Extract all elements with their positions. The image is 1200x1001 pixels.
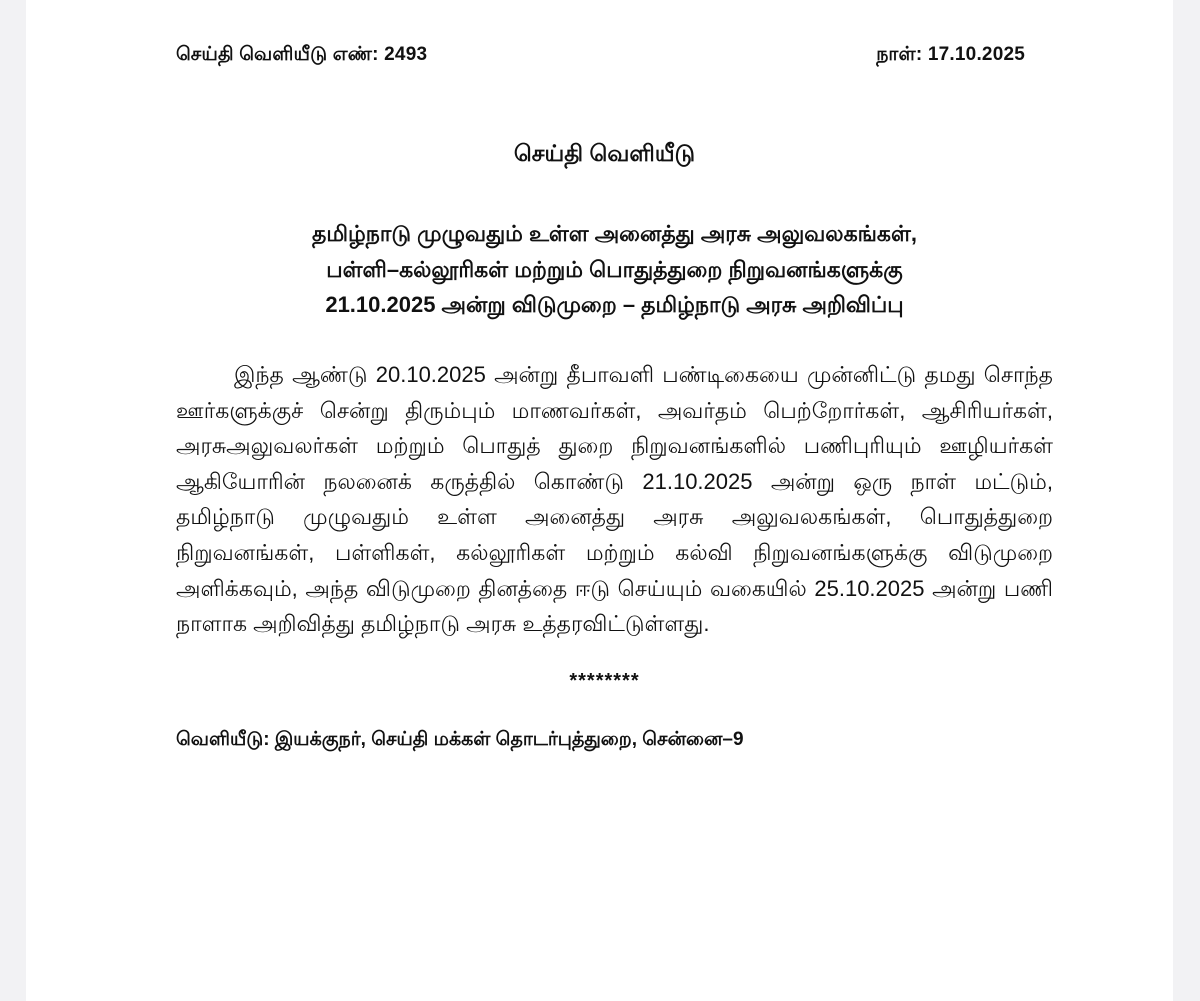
subject-line: பள்ளி–கல்லூரிகள் மற்றும் பொதுத்துறை நிறுவனங்களுக்கு (326, 256, 903, 282)
release-date: நாள்: 17.10.2025 (876, 44, 1025, 65)
document-header (26, 0, 1173, 68)
subject-block (176, 216, 1053, 323)
document-sheet (26, 0, 1173, 1001)
page-title: செய்தி வெளியீடு (513, 140, 696, 166)
release-number: செய்தி வெளியீடு எண்: 2493 (176, 44, 428, 65)
issuer-footer: வெளியீடு: இயக்குநர், செய்தி மக்கள் தொடர்புத்துறை, சென்னை–9 (176, 728, 744, 750)
subject-line: தமிழ்நாடு முழுவதும் உள்ள அனைத்து அரசு அலுவலகங்கள், (312, 221, 917, 246)
body-paragraph: இந்த ஆண்டு 20.10.2025 அன்று தீபாவளி பண்டிகையை முன்னிட்டு தமது சொந்த ஊர்களுக்குச் சென்று திரும்பும் மாணவர்கள், அவர்தம் பெற்றோர்கள், ஆசிரியர்கள், அரசுஅலுவலர்கள் மற்றும் பொதுத் துறை நிறுவனங்களில் பணிபுரியும் ஊழியர்கள் ஆகியோரின் நலனைக் கருத்தில் கொண்டு 21.10.2025 அன்று ஒரு நாள் மட்டும், தமிழ்நாடு முழுவதும் உள்ள அனைத்து அரசு அலுவலகங்கள், பொதுத்துறை நிறுவனங்கள், பள்ளிகள், கல்லூரிகள் மற்றும் கல்வி நிறுவனங்களுக்கு விடுமுறை அளிக்கவும், அந்த விடுமுறை தினத்தை ஈடு செய்யும் வகையில் 25.10.2025 அன்று பணி நாளாக அறிவித்து தமிழ்நாடு அரசு உத்தரவிட்டுள்ளது. (176, 361, 1053, 637)
subject-line: 21.10.2025 அன்று விடுமுறை – தமிழ்நாடு அரசு அறிவிப்பு (325, 292, 904, 318)
separator-asterisks: ******** (569, 669, 640, 692)
